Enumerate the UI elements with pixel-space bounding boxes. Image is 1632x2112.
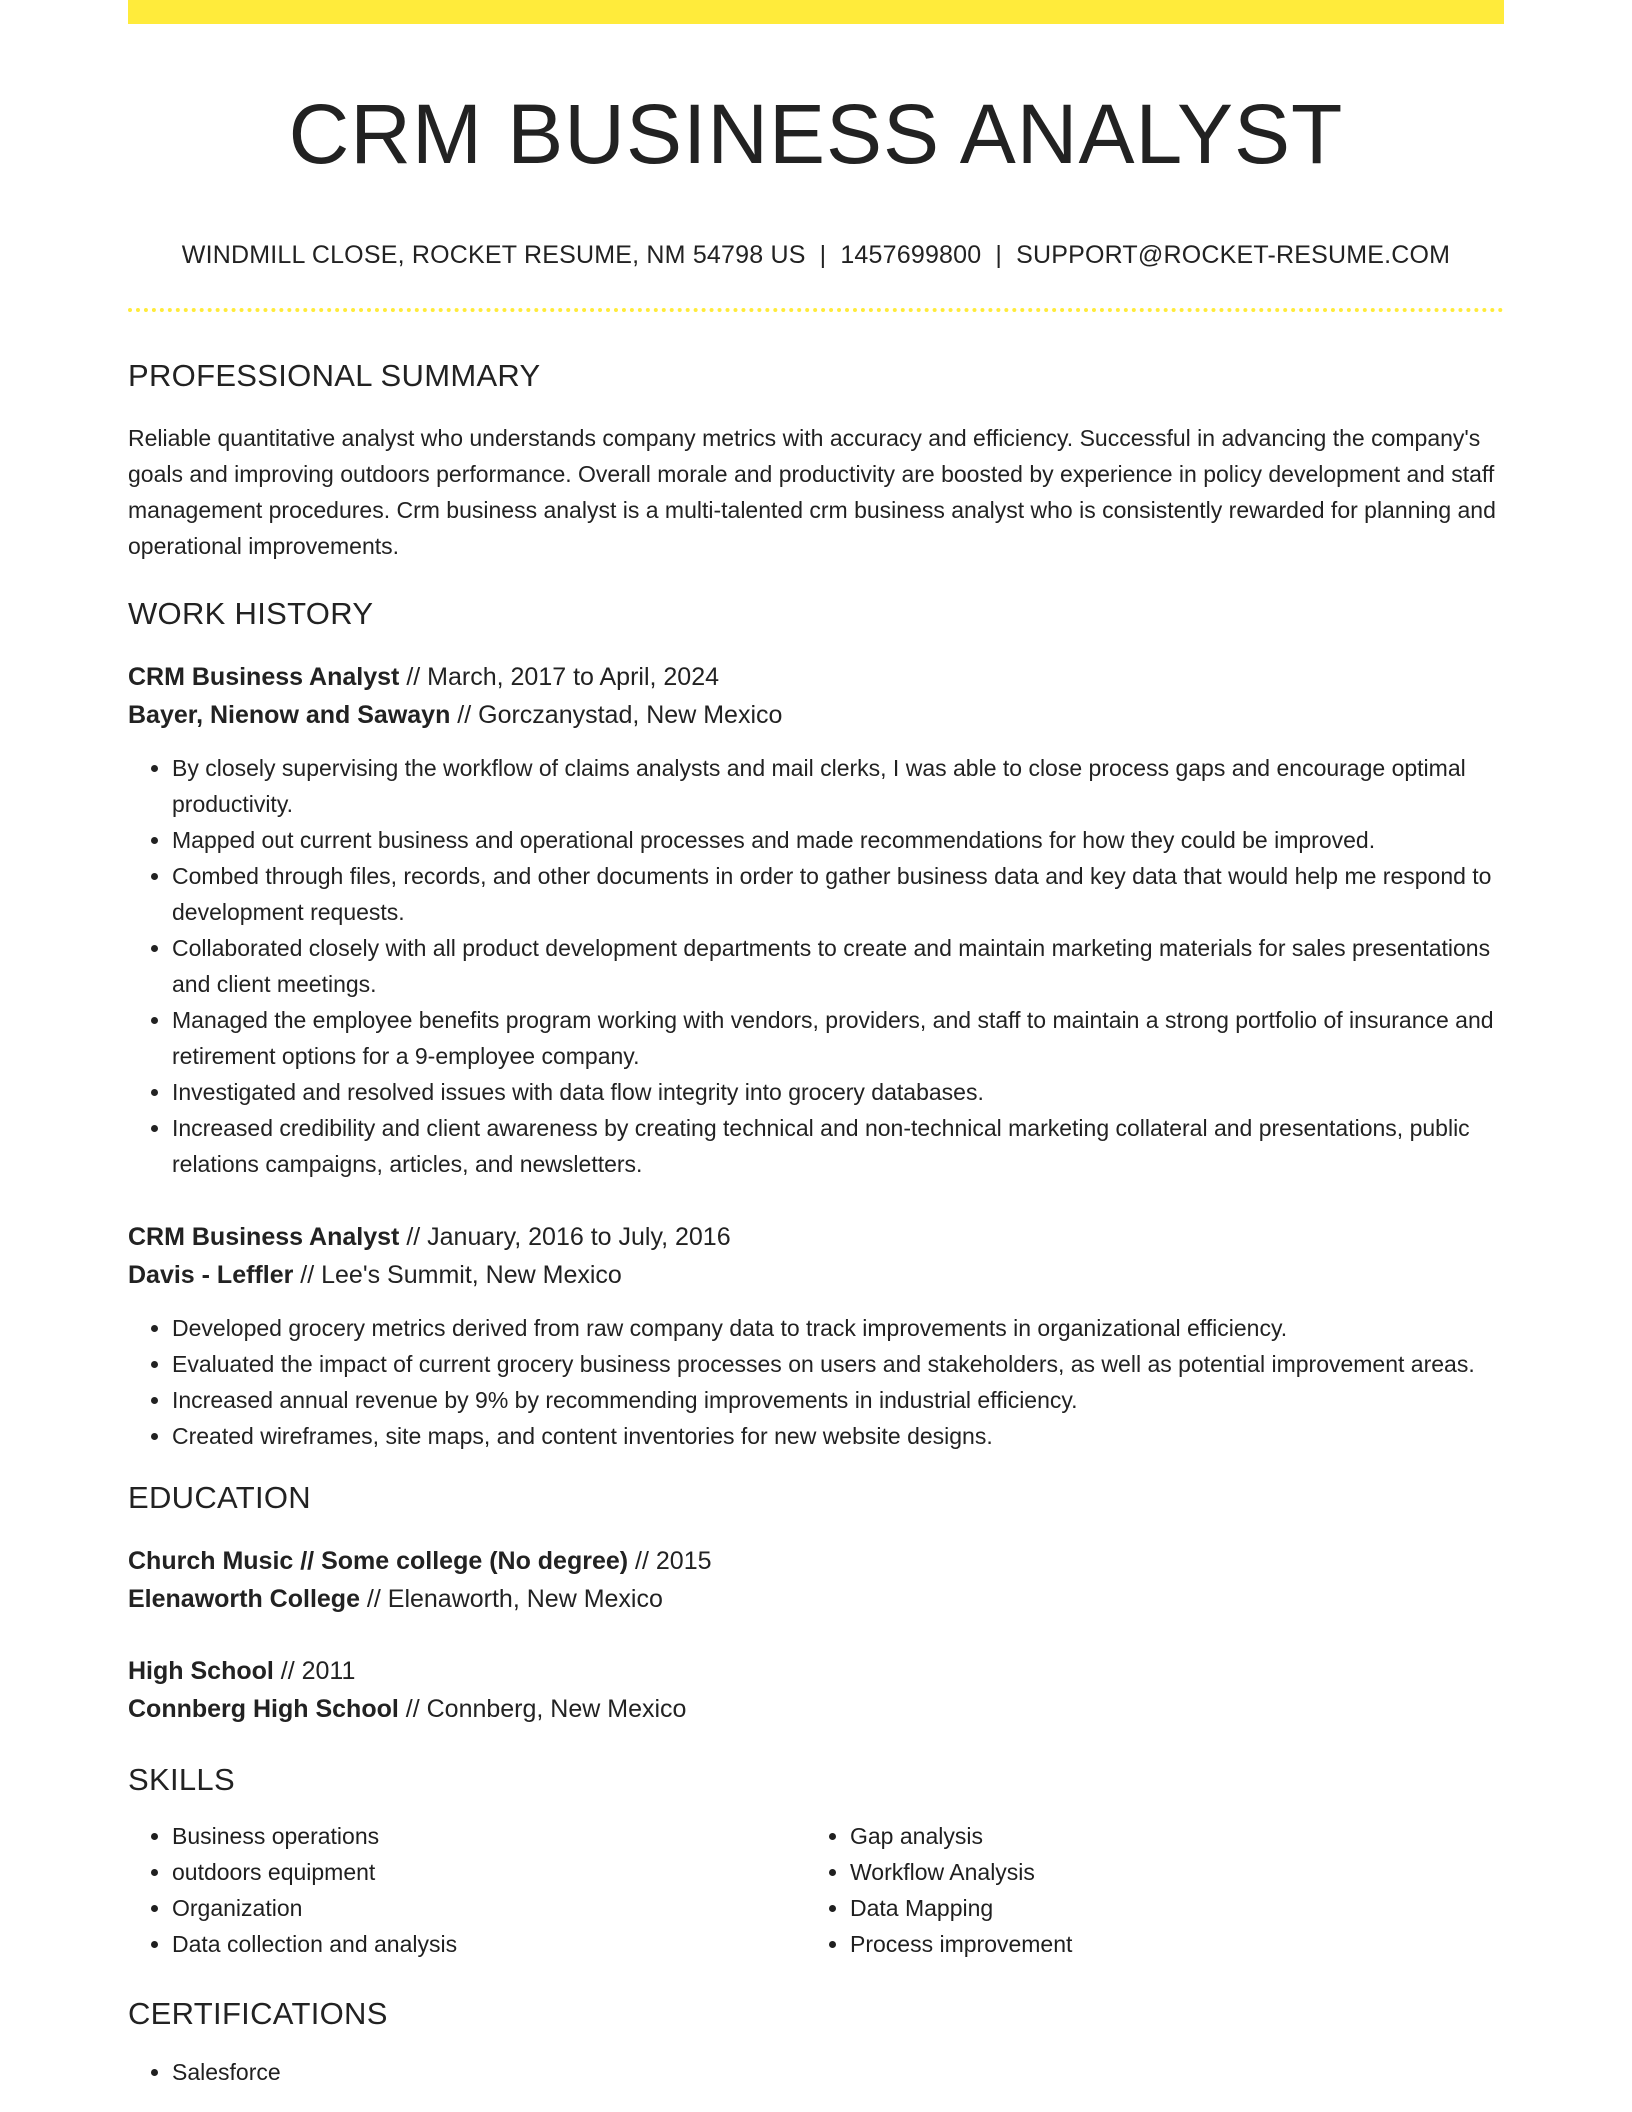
list-item: • Created wireframes, site maps, and content inventories for new website designs.	[172, 1418, 1504, 1454]
school-location: // Connberg, New Mexico	[398, 1695, 687, 1723]
list-item: • Process improvement	[850, 1926, 1484, 1962]
job-title-line	[128, 1218, 1504, 1256]
job-1-bullets	[128, 750, 1504, 1182]
job-2-bullets	[128, 1310, 1504, 1454]
list-item: • Investigated and resolved issues with data flow integrity into grocery databases.	[172, 1074, 1504, 1110]
accent-top-bar	[128, 0, 1504, 24]
list-item: • Data collection and analysis	[172, 1926, 806, 1962]
school: Elenaworth College	[128, 1585, 360, 1613]
school-location: // Elenaworth, New Mexico	[359, 1585, 663, 1613]
contact-line	[128, 238, 1504, 272]
skills-right-column	[806, 1818, 1484, 1962]
dotted-divider	[128, 308, 1504, 312]
job-dates: // March, 2017 to April, 2024	[399, 663, 720, 691]
contact-separator: |	[995, 241, 1003, 269]
degree: High School	[128, 1657, 274, 1685]
job-company: Davis - Leffler	[128, 1261, 294, 1289]
certifications-heading: CERTIFICATIONS	[128, 1996, 388, 2031]
job-entry-1	[128, 658, 1504, 734]
contact-separator: |	[819, 241, 827, 269]
list-item: • Combed through files, records, and other documents in order to gather business data and key data that would help me respond to development requests.	[172, 858, 1504, 930]
list-item: • Data Mapping	[850, 1890, 1484, 1926]
list-item: • Developed grocery metrics derived from raw company data to track improvements in organizational efficiency.	[172, 1310, 1504, 1346]
job-company-line	[128, 696, 1504, 734]
degree-line	[128, 1652, 1504, 1690]
job-company: Bayer, Nienow and Sawayn	[128, 701, 451, 729]
summary-heading: PROFESSIONAL SUMMARY	[128, 358, 541, 393]
job-title: CRM Business Analyst	[128, 1223, 400, 1251]
education-heading: EDUCATION	[128, 1480, 311, 1515]
contact-phone: 1457699800	[840, 241, 982, 269]
education-entry-1	[128, 1542, 1504, 1618]
education-entry-2	[128, 1652, 1504, 1728]
skills-heading: SKILLS	[128, 1762, 235, 1797]
list-item: • Managed the employee benefits program working with vendors, providers, and staff to maintain a strong portfolio of insurance and retirement options for a 9-employee company.	[172, 1002, 1504, 1074]
job-title-line	[128, 658, 1504, 696]
school-line	[128, 1690, 1504, 1728]
job-location: // Gorczanystad, New Mexico	[450, 701, 783, 729]
summary-text: Reliable quantitative analyst who understands company metrics with accuracy and efficiency. Successful in advancing the company's goals and improving outdoors performance. Overall morale and productivity are boosted by experience in policy development and staff management procedures. Crm business analyst is a multi-talented crm business analyst who is consistently rewarded for planning and operational improvements.	[128, 425, 1496, 559]
list-item: • Gap analysis	[850, 1818, 1484, 1854]
contact-email: SUPPORT@ROCKET-RESUME.COM	[1016, 241, 1451, 269]
list-item: • By closely supervising the workflow of claims analysts and mail clerks, I was able to close process gaps and encourage optimal productivity.	[172, 750, 1504, 822]
job-company-line	[128, 1256, 1504, 1294]
degree-year: // 2015	[628, 1547, 712, 1575]
job-entry-2	[128, 1218, 1504, 1294]
list-item: • Increased credibility and client awareness by creating technical and non-technical marketing collateral and presentations, public relations campaigns, articles, and newsletters.	[172, 1110, 1504, 1182]
resume-page	[128, 0, 1504, 2090]
degree-line	[128, 1542, 1504, 1580]
job-dates: // January, 2016 to July, 2016	[399, 1223, 731, 1251]
list-item: • Workflow Analysis	[850, 1854, 1484, 1890]
job-location: // Lee's Summit, New Mexico	[293, 1261, 622, 1289]
school: Connberg High School	[128, 1695, 399, 1723]
degree-year: // 2011	[273, 1657, 356, 1685]
list-item: • Evaluated the impact of current grocery business processes on users and stakeholders, as well as potential improvement areas.	[172, 1346, 1504, 1382]
skills-left-column	[128, 1818, 806, 1962]
school-line	[128, 1580, 1504, 1618]
list-item: • Organization	[172, 1890, 806, 1926]
work-history-heading: WORK HISTORY	[128, 596, 374, 631]
degree: Church Music // Some college (No degree)	[128, 1547, 629, 1575]
resume-title: CRM BUSINESS ANALYST	[288, 87, 1344, 181]
list-item: • Business operations	[172, 1818, 806, 1854]
list-item: • outdoors equipment	[172, 1854, 806, 1890]
skills-grid	[128, 1818, 1504, 1962]
list-item: • Increased annual revenue by 9% by recommending improvements in industrial efficiency.	[172, 1382, 1504, 1418]
list-item: • Mapped out current business and operational processes and made recommendations for how they could be improved.	[172, 822, 1504, 858]
list-item: • Collaborated closely with all product development departments to create and maintain marketing materials for sales presentations and client meetings.	[172, 930, 1504, 1002]
list-item: • Salesforce	[172, 2054, 1504, 2090]
contact-address: WINDMILL CLOSE, ROCKET RESUME, NM 54798 US	[181, 241, 806, 269]
certifications-list	[128, 2054, 1504, 2090]
job-title: CRM Business Analyst	[128, 663, 400, 691]
